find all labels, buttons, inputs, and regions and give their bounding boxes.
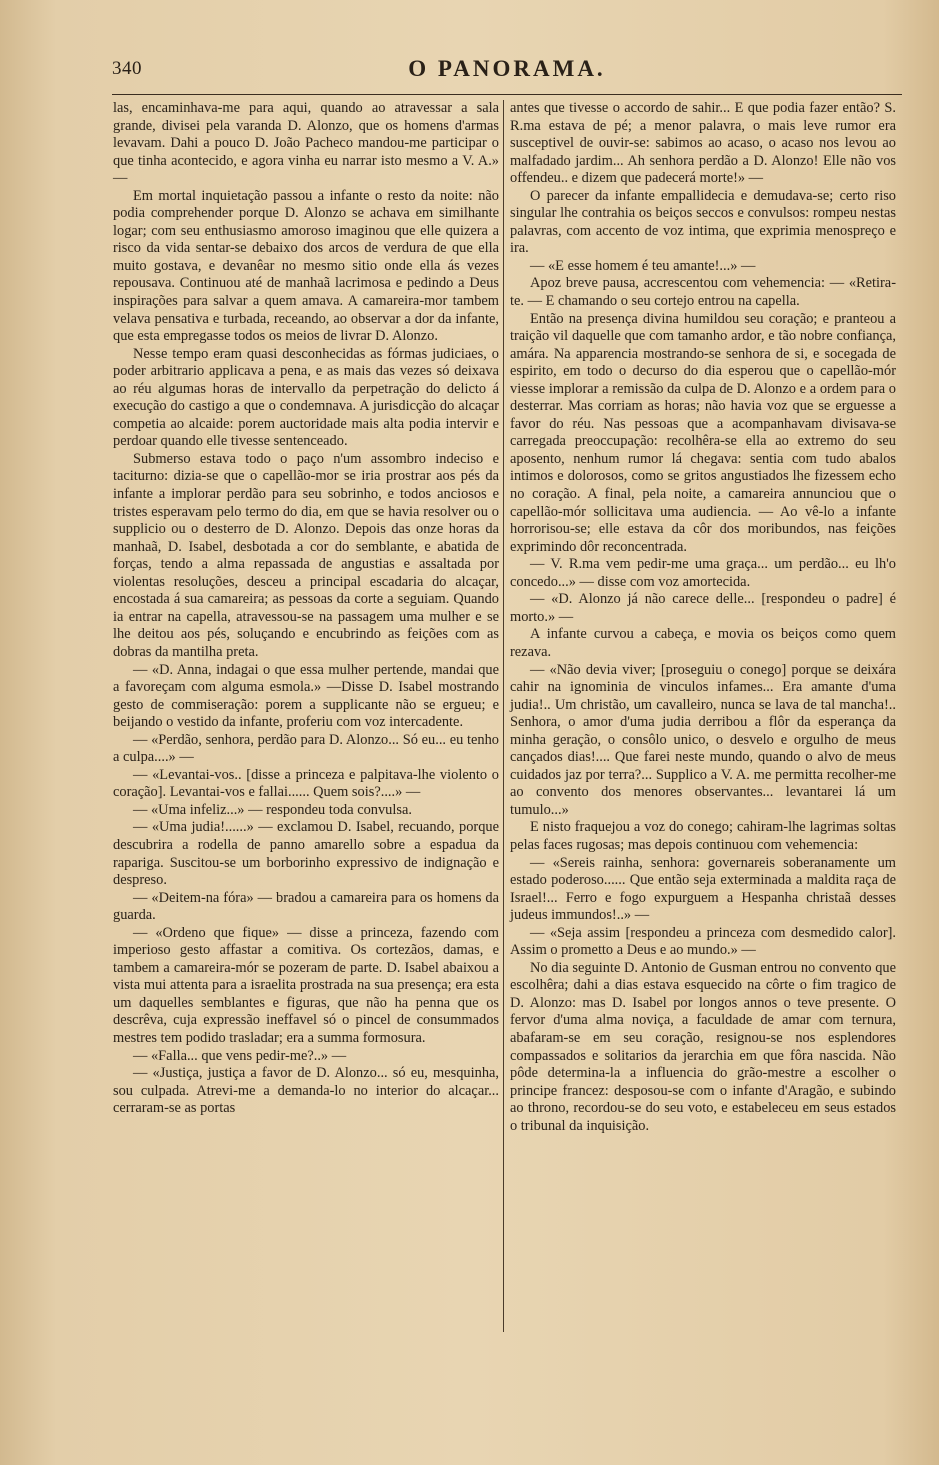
paragraph: — «D. Anna, indagai o que essa mulher pertende, mandai que a favoreçam com alguma esmola.» —Disse D. Isabel mostrando gesto de commiseração: porem a supplicante não se ergueu; e beijando o vestido da infante, proferiu com voz intercadente. (113, 661, 499, 731)
paragraph: Então na presença divina humildou seu coração; e pranteou a traição vil daquelle que com tamanho ardor, e tão nobre confiança, amára. Na apparencia mostrando-se senhora de si, e socegada de espirito, em todo o decurso do dia esperou que o capellão-mór viesse implorar a remissão da culpa de D. Alonzo e a ordem para o desterrar. Mas corriam as horas; não havia voz que se erguesse a favor do réu. Nas pessoas que a acompanhavam divisava-se carregada preoccupação: recolhêra-se ella ao extremo do seu aposento, nenhum rumor lá chegava: sentia com tudo abalos intimos e dolorosos, como se gritos angustiados lhe fizessem echo no coração. A final, pela noite, a camareira annunciou que o capellão-mór sollicitava uma audiencia. — Ao vê-lo a infante horrorisou-se; elle estava da côr dos moribundos, nas feições exprimindo dôr reconcentrada. (510, 310, 896, 555)
paragraph: — «Uma infeliz...» — respondeu toda convulsa. (133, 801, 412, 818)
right-column (510, 100, 896, 1135)
paragraph: — «Não devia viver; [proseguiu o conego] porque se deixára cahir na ignominia de vinculos infames... Era amante d'uma judia!.. Um christão, um cavalleiro, nunca se lava de tal mancha!.. Senhora, o amor d'uma judia derribou a flôr da esperança da minha geração, o consôlo unico, o desvelo e orgulho de meus cançados dias!.... Que farei neste mundo, quando o alvo de meus cuidados jaz por terra?... Supplico a V. A. me permitta recolher-me ao convento dos menores observantes... levantarei lá um tumulo...» (510, 661, 896, 818)
paragraph: Submerso estava todo o paço n'um assombro indeciso e taciturno: dizia-se que o capellão-mor se iria prostrar aos pés da infante a implorar perdão para seu sobrinho, e todos anciosos e tristes esperavam pelo termo do dia, em que se havia resolver ou o supplicio ou o desterro de D. Alonzo. Depois das onze horas da manhaã, D. Isabel, desbotada a cor do semblante, e abatida de forças, tendo a alma repassada de angustias e assaltada por violentas resoluções, desceu a principal escadaria do alcaçar, encostada á sua camareira; as pessoas da corte a seguiam. Quando ia entrar na capella, atravessou-se na passagem uma mulher e se lhe deitou aos pés, soluçando e encubrindo as feições com as dobras da mantilha preta. (113, 450, 499, 660)
paragraph: E nisto fraquejou a voz do conego; cahiram-lhe lagrimas soltas pelas faces rugosas; mas depois continuou com vehemencia: (510, 819, 896, 853)
paragraph: — «Falla... que vens pedir-me?..» — (133, 1047, 347, 1064)
left-column (113, 100, 499, 1118)
paragraph: — «Uma judia!......» — exclamou D. Isabel, recuando, porque descubrira a rodella de panno amarello sobre a espadua da rapariga. Suscitou-se um borborinho expressivo de indignação e despreso. (113, 819, 499, 889)
paragraph: — «E esse homem é teu amante!...» — (530, 257, 756, 274)
header-rule (112, 94, 902, 95)
paragraph: — «Sereis rainha, senhora: governareis soberanamente um estado poderoso...... Que então seja exterminada a maldita raça de Israel!... Ferro e fogo expurguem a Hespanha christaã desses judeus immundos!..» — (510, 854, 896, 924)
masthead-title: O PANORAMA. (408, 56, 606, 81)
paragraph: — V. R.ma vem pedir-me uma graça... um perdão... eu lh'o concedo...» — disse com voz amortecida. (510, 556, 896, 590)
paragraph: — «D. Alonzo já não carece delle... [respondeu o padre] é morto.» — (510, 591, 896, 625)
paragraph: — «Ordeno que fique» — disse a princeza, fazendo com imperioso gesto affastar a comitiva. Os cortezãos, damas, e tambem a camareira-mór se pozeram de parte. D. Isabel abaixou a vista mui attenta para a israelita prostrada na sua presença; era esta um daquelles semblantes e figuras, que não ha penna que os descrêva, cuja expressão ineffavel só o pincel de consummados mestres tem podido trasladar; era a summa formosura. (113, 924, 499, 1046)
paragraph: — «Levantai-vos.. [disse a princeza e palpitava-lhe violento o coração]. Levantai-vos e fallai...... Quem sois?....» — (113, 766, 499, 801)
paragraph: — «Justiça, justiça a favor de D. Alonzo... só eu, mesquinha, sou culpada. Atrevi-me a demanda-lo no interior do alcaçar... cerraram-se as portas (113, 1065, 499, 1117)
paragraph: Em mortal inquietação passou a infante o resto da noite: não podia comprehender porque D. Alonzo se achava em similhante logar; com seu enthusiasmo amoroso imaginou que elle quizera a risco da vida sentar-se debaixo dos arcos de verdura de que ella muito gostava, e devanêar no mesmo sitio onde ella ás vezes repousava. Continuou até de manhaã lacrimosa e pedindo a Deus inspirações para salvar a quem amava. A camareira-mor tambem velava pensativa e turbada, receando, ao observar a dor da infante, que esta empregasse todos os meios de livrar D. Alonzo. (113, 187, 499, 345)
column-divider (503, 100, 504, 1332)
paragraph: — «Perdão, senhora, perdão para D. Alonzo... Só eu... eu tenho a culpa....» — (113, 731, 499, 766)
paragraph: — «Seja assim [respondeu a princeza com desmedido calor]. Assim o prometto a Deus e ao mundo.» — (510, 924, 896, 959)
paragraph: las, encaminhava-me para aqui, quando ao atravessar a sala grande, divisei pela varanda D. Alonzo, que os homens d'armas levavam. Dahi a pouco D. João Pacheco mandou-me participar o que tinha acontecido, e agora vinha eu narrar isto mesmo a V. A.» — (113, 100, 499, 187)
page-header (112, 56, 902, 86)
paragraph: A infante curvou a cabeça, e movia os beiços como quem rezava. (510, 626, 896, 660)
paragraph: — «Deitem-na fóra» — bradou a camareira para os homens da guarda. (113, 889, 499, 924)
paragraph: Apoz breve pausa, accrescentou com vehemencia: — «Retira-te. — E chamando o seu cortejo entrou na capella. (510, 275, 896, 310)
page-number: 340 (112, 58, 142, 79)
paragraph: antes que tivesse o accordo de sahir... E que podia fazer então? S. R.ma estava de pé; a menor palavra, o mais leve rumor era susceptivel de ouvir-se: sabimos ao acaso, o acaso nos levou ao malfadado jardim... Ah senhora perdão a D. Alonzo! Elle não vos offendeu.. e dizem que padecerá morte!» — (510, 100, 896, 187)
paragraph: Nesse tempo eram quasi desconhecidas as fórmas judiciaes, o poder arbitrario applicava a pena, e as mais das vezes só deixava ao réu algumas horas de intervallo da perpetração do delicto á execução do castigo a que o condemnava. A jurisdicção do alcaçar competia ao alcaide: porem auctoridade mais alta podia intervir e perdoar quando elle tivesse sentenceado. (113, 345, 499, 450)
paragraph: No dia seguinte D. Antonio de Gusman entrou no convento que escolhêra; dahi a dias estava esquecido na côrte o fim tragico de D. Alonzo: mas D. Isabel por longos annos o teve presente. O fervor d'uma alma noviça, a faculdade de amar com ternura, abafaram-se em seu coração, resignou-se nos esplendores compassados e solitarios da jerarchia em que fôra nascida. Não pôde determina-la a influencia do grão-mestre a escolher o principe francez: desposou-se com o infante d'Aragão, e subindo ao throno, recordou-se do seu voto, e estabeleceu em seus estados o tribunal da inquisição. (510, 959, 896, 1134)
paragraph: O parecer da infante empallidecia e demudava-se; certo riso singular lhe contrahia os beiços seccos e convulsos: rompeu nestas palavras, com accento de voz intima, que exprimia menospreço e ira. (510, 187, 896, 257)
